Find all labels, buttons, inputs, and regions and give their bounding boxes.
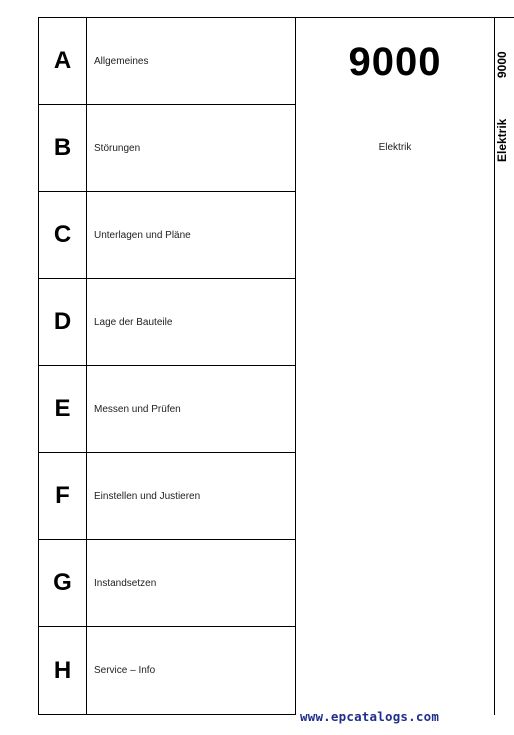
section-title: Allgemeines <box>94 55 149 67</box>
section-letter: H <box>53 656 72 684</box>
section-title: Service – Info <box>94 665 156 676</box>
watermark-url: www.epcatalogs.com <box>300 709 440 724</box>
spine-number: 9000 <box>495 51 509 78</box>
section-row-f[interactable] <box>39 453 295 540</box>
cover-panel <box>295 17 495 715</box>
section-title: Messen und Prüfen <box>94 403 181 415</box>
manual-subtitle: Elektrik <box>378 142 412 153</box>
section-row-g[interactable] <box>39 540 295 627</box>
section-letter: F <box>55 482 70 509</box>
section-row-h[interactable] <box>39 627 295 714</box>
section-letter: D <box>53 308 72 335</box>
section-letter: G <box>53 569 72 596</box>
spine-title: Elektrik <box>495 118 509 162</box>
section-letter-cell <box>39 105 87 191</box>
section-row-c[interactable] <box>39 192 295 279</box>
section-index-table <box>38 17 296 715</box>
spine-label <box>494 17 514 715</box>
section-title: Lage der Bauteile <box>94 316 173 328</box>
section-letter-cell <box>39 192 87 278</box>
section-letter: B <box>53 134 72 161</box>
section-title: Einstellen und Justieren <box>94 490 201 502</box>
section-title: Instandsetzen <box>94 577 157 589</box>
section-letter: C <box>53 221 72 248</box>
section-row-a[interactable] <box>39 18 295 105</box>
section-row-e[interactable] <box>39 366 295 453</box>
section-letter-cell <box>39 18 87 104</box>
section-letter: E <box>54 395 71 422</box>
manual-number: 9000 <box>348 40 442 84</box>
section-row-b[interactable] <box>39 105 295 192</box>
section-letter-cell <box>39 453 87 539</box>
section-title: Störungen <box>94 142 141 154</box>
section-title: Unterlagen und Pläne <box>94 229 191 241</box>
section-row-d[interactable] <box>39 279 295 366</box>
section-letter: A <box>53 47 72 74</box>
section-letter-cell <box>39 279 87 365</box>
section-letter-cell <box>39 540 87 626</box>
section-letter-cell <box>39 627 87 714</box>
section-letter-cell <box>39 366 87 452</box>
